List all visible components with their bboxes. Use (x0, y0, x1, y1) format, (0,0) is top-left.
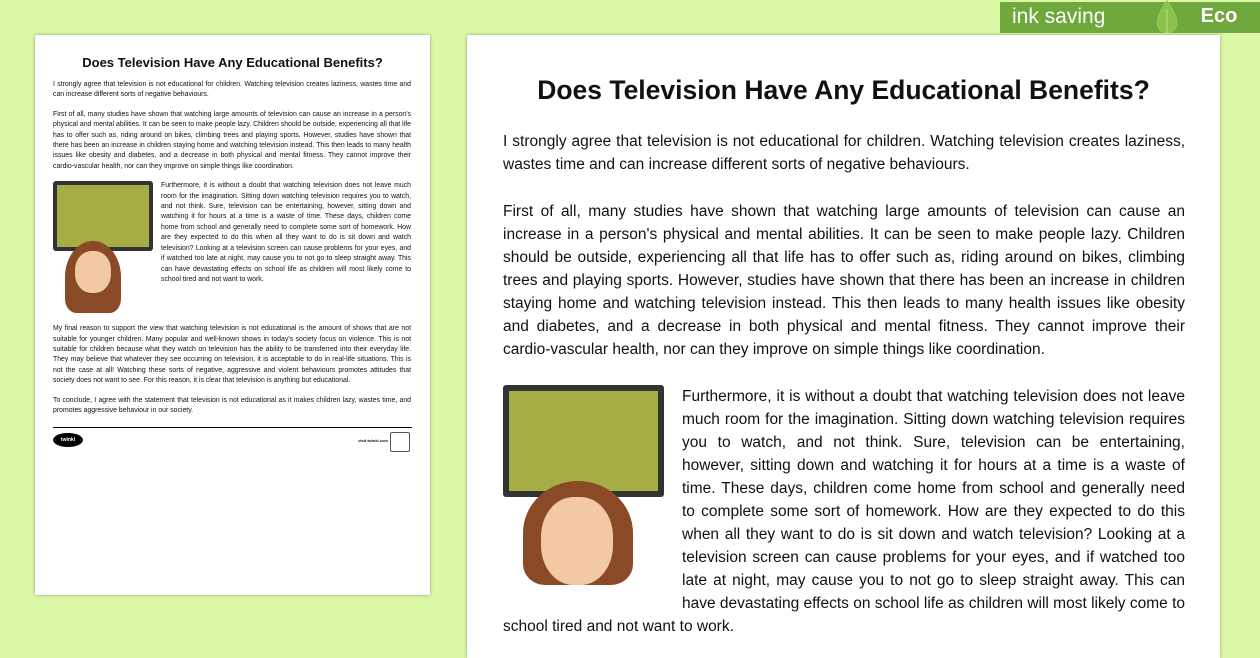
paragraph-1: I strongly agree that television is not educational for children. Watching television creates laziness, wastes time and can increase different sorts of negative behaviours. (503, 133, 1185, 173)
tv-girl-illustration (53, 181, 153, 315)
visit-link[interactable]: visit twinkl.com (358, 437, 388, 443)
paragraph-2: First of all, many studies have shown that watching large amounts of television can cause an increase in a person's physical and mental abilities. It can be seen to make people lazy. Children should be outside, experiencing all that life has to offer such as, riding around on bikes, climbing trees and playing sports. However, studies have shown that there has been an increase in children staying home and watching television instead. This then leads to many health issues like obesity and diabetes, and a decrease in both physical and mental fitness. They cannot improve their cardio-vascular health, nor can they improve on simple things like coordination. (503, 203, 1185, 358)
paragraph-3: Furthermore, it is without a doubt that watching television does not leave much room for the imagination. Sitting down watching television requires you to watch, and not think. Sure, television can be entertaining, however, sitting down and watching it for hours at a time is a waste of time. These days, children come home from school and generally need to complete some sort of homework. How are they expected to do this when all they want to do is sit down and watch television? Looking at a television screen can cause problems for your eyes, and if watched too late at night, may cause you to not go to sleep straight away. This can have devastating effects on school life as children will most likely come to school tired and not want to work. (503, 388, 1185, 635)
footer-rule (53, 427, 412, 452)
leaf-drop-icon (1150, 0, 1184, 34)
badge-icon (390, 432, 410, 452)
paragraph-3: Furthermore, it is without a doubt that watching television does not leave much room for the imagination. Sitting down watching television requires you to watch, and not think. Sure, television can be entertaining, however, sitting down and watching it for hours at a time is a waste of time. These days, children come home from school and generally need to complete some sort of homework. How are they expected to do this when all they want to do is sit down and watch television? Looking at a television screen can cause problems for your eyes, and if watched too late at night, may cause you to not go to sleep straight away. This can have devastating effects on school life as children will most likely come to school tired and not want to work. (161, 182, 411, 283)
twinkl-logo: twinkl (53, 433, 83, 447)
paragraph-2: First of all, many studies have shown that watching large amounts of television can cause an increase in a person's physical and mental abilities. It can be seen to make people lazy. Children should be outside, experiencing all that life has to offer such as, riding around on bikes, climbing trees and playing sports. However, studies have shown that there has been an increase in children staying home and watching television instead. This then leads to many health issues like obesity and diabetes, and a decrease in both physical and mental fitness. They cannot improve their cardio-vascular health, nor can they improve on simple things like coordination. (53, 110, 411, 170)
tv-girl-illustration (503, 385, 664, 585)
eco-badge: Eco (1200, 5, 1238, 27)
paragraph-4: My final reason to support the view that watching television is not educational is the amount of shows that are not suitable for younger children. Many popular and well-known shows in today's society focus on violence. This is not suitable for children because what they watch on television has the ability to be transferred into their everyday life. They may believe that whatever they see occurring on television, it is acceptable to do in real-life situations. This is not the case at all! Watching these sorts of negative, aggressive and violent behaviours promotes attitudes that society does not want to see. For this reason, it is clear that television is anything but educational. (53, 325, 411, 385)
document-page (467, 35, 1220, 658)
ink-saving-label: ink saving (1012, 5, 1106, 28)
thumbnail-page[interactable] (35, 35, 430, 595)
page-title: Does Television Have Any Educational Benefits? (537, 75, 1150, 105)
thumbnail-title: Does Television Have Any Educational Benefits? (82, 55, 383, 70)
paragraph-1: I strongly agree that television is not educational for children. Watching television creates laziness, wastes time and can increase different sorts of negative behaviours. (53, 81, 411, 99)
paragraph-5: To conclude, I agree with the statement that television is not educational as it makes children lazy, wastes time, and promotes aggressive behaviour in our society. (53, 396, 411, 415)
